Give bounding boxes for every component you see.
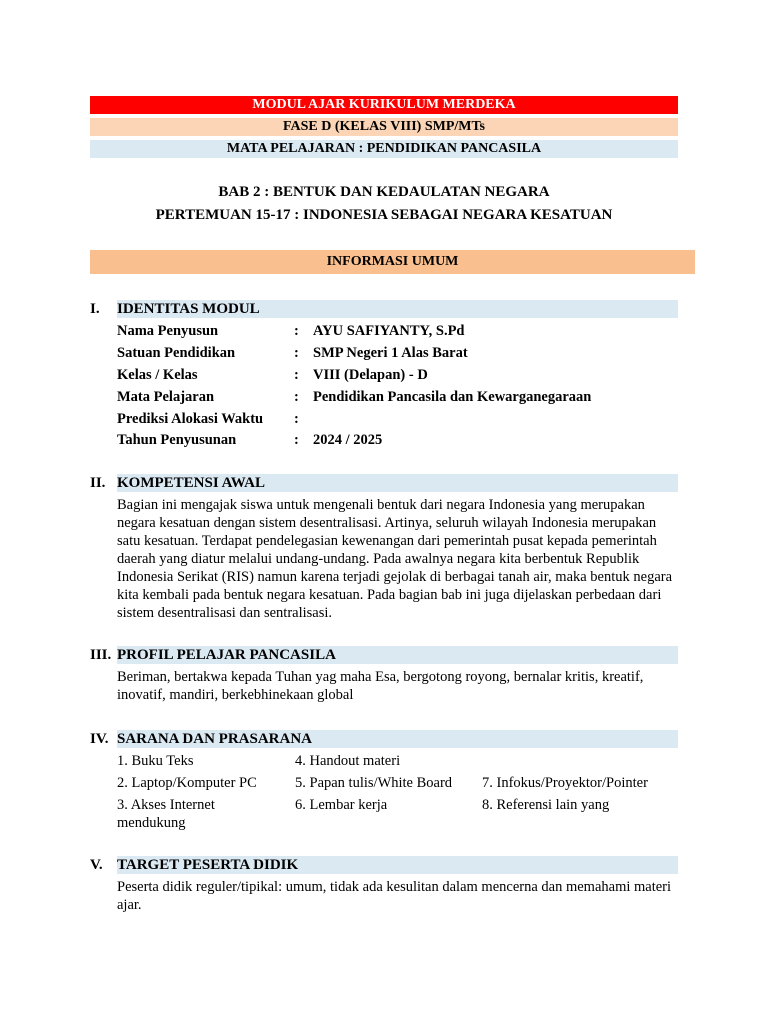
facility-item: 6. Lembar kerja <box>295 797 388 813</box>
identity-label: Tahun Penyusunan <box>117 432 237 448</box>
identity-label: Nama Penyusun <box>117 323 219 339</box>
identity-colon: : <box>294 411 299 427</box>
section-title: PROFIL PELAJAR PANCASILA <box>117 647 336 663</box>
kompetensi-paragraph: Bagian ini mengajak siswa untuk mengenali bentuk dari negara Indonesia yang merupakan negara kesatuan dengan sistem desentralisasi. Artinya, seluruh wilayah Indonesia merupakan satu kesatuan. Terdapat pendelegasian kewenangan dari pemerintah pusat kepada pemerintah daerah yang diatur melalui undang-undang. Pada awalnya negara kita berbentuk Republik Indonesia Serikat (RIS) namun karena terjadi gejolak di berbagai tanah air, maka bentuk negara kita kembali pada bentuk negara kesatuan. Pada bagian bab ini juga dijelaskan perbedaan dari sistem desentralisasi dan sentralisasi. <box>117 497 673 621</box>
section-title: TARGET PESERTA DIDIK <box>117 857 299 873</box>
module-title: MODUL AJAR KURIKULUM MERDEKA <box>90 96 678 114</box>
section-number: IV. <box>90 731 109 747</box>
facility-item: 8. Referensi lain yang <box>482 797 610 813</box>
facility-item: 3. Akses Internet mendukung <box>117 797 215 831</box>
section-number: II. <box>90 475 106 491</box>
identity-row <box>117 409 677 429</box>
target-paragraph: Peserta didik reguler/tipikal: umum, tidak ada kesulitan dalam mencerna dan memahami materi ajar. <box>117 879 672 913</box>
facility-item: 7. Infokus/Proyektor/Pointer <box>482 775 648 791</box>
identity-label: Satuan Pendidikan <box>117 345 236 361</box>
identity-row <box>117 365 677 385</box>
identity-label: Kelas / Kelas <box>117 367 198 383</box>
facility-item: 2. Laptop/Komputer PC <box>117 775 257 791</box>
identity-row <box>117 321 677 341</box>
section-sarana-heading <box>90 730 678 748</box>
identity-colon: : <box>294 345 299 361</box>
identity-colon: : <box>294 432 299 448</box>
section-number: I. <box>90 301 100 317</box>
identity-value: SMP Negeri 1 Alas Barat <box>313 345 468 361</box>
section-profil-heading <box>90 646 678 664</box>
facility-item: 1. Buku Teks <box>117 753 194 769</box>
fase-label: FASE D (KELAS VIII) SMP/MTs <box>90 118 678 136</box>
general-info-heading: INFORMASI UMUM <box>90 250 695 274</box>
section-number: V. <box>90 857 103 873</box>
section-kompetensi-heading <box>90 474 678 492</box>
section-identitas-heading <box>90 300 678 318</box>
meeting-title: PERTEMUAN 15-17 : INDONESIA SEBAGAI NEGARA KESATUAN <box>155 207 613 223</box>
facility-item: 4. Handout materi <box>295 753 401 769</box>
identity-label: Prediksi Alokasi Waktu <box>117 411 264 427</box>
identity-value: 2024 / 2025 <box>313 432 383 448</box>
profil-paragraph: Beriman, bertakwa kepada Tuhan yag maha Esa, bergotong royong, bernalar kritis, kreatif, inovatif, mandiri, berkebhinekaan global <box>117 669 644 703</box>
identity-row <box>117 387 677 407</box>
chapter-title: BAB 2 : BENTUK DAN KEDAULATAN NEGARA <box>218 184 550 200</box>
section-title: IDENTITAS MODUL <box>117 301 260 317</box>
section-number: III. <box>90 647 112 663</box>
facility-item: 5. Papan tulis/White Board <box>295 775 453 791</box>
identity-row <box>117 343 677 363</box>
identity-colon: : <box>294 323 299 339</box>
identity-value: Pendidikan Pancasila dan Kewarganegaraan <box>313 389 592 405</box>
subject-label: MATA PELAJARAN : PENDIDIKAN PANCASILA <box>90 140 678 158</box>
identity-row <box>117 430 677 450</box>
section-title: KOMPETENSI AWAL <box>117 475 265 491</box>
identity-value: VIII (Delapan) - D <box>313 367 428 383</box>
identity-colon: : <box>294 389 299 405</box>
section-title: SARANA DAN PRASARANA <box>117 731 313 747</box>
section-target-heading <box>90 856 678 874</box>
identity-colon: : <box>294 367 299 383</box>
identity-label: Mata Pelajaran <box>117 389 215 405</box>
identity-value: AYU SAFIYANTY, S.Pd <box>313 323 465 339</box>
